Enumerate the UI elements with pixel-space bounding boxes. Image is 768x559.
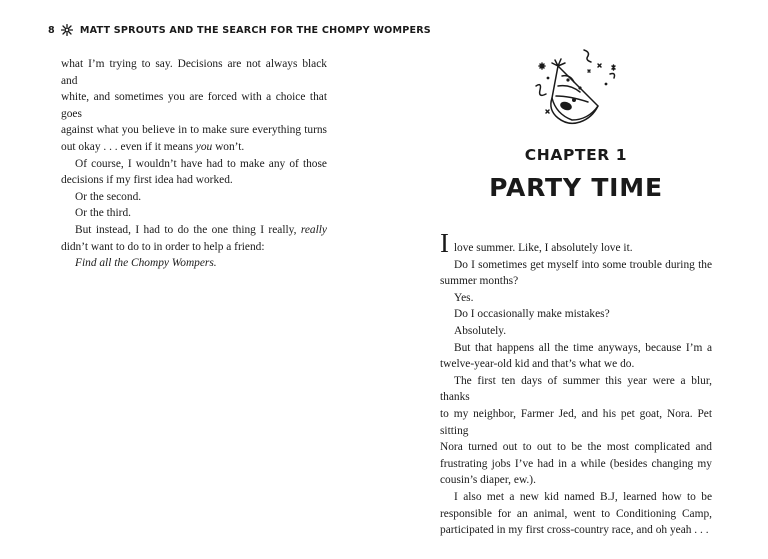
paragraph: Of course, I wouldn’t have had to make any of those decisions if my first idea had worked. — [61, 157, 327, 187]
party-hat-icon — [528, 44, 624, 140]
paragraph: what I’m trying to say. Decisions are not always black and white, and sometimes you are forced with a choice that goes against what you believe in to make sure everything turns out okay . . . even if it means you won’t. — [61, 58, 327, 153]
paragraph: Or the second. — [75, 190, 142, 203]
paragraph: Do I sometimes get myself into some trouble during the summer months? — [440, 258, 712, 288]
paragraph: Absolutely. — [454, 324, 507, 337]
paragraph: I love summer. Like, I absolutely love it. — [440, 228, 633, 258]
page-number: 8 — [48, 24, 55, 36]
paragraph: Find all the Chompy Wompers. — [75, 257, 217, 270]
right-body-text — [440, 228, 712, 539]
left-body-text — [61, 56, 327, 272]
chapter-title: PARTY TIME — [489, 173, 663, 202]
paragraph: I also met a new kid named B.J, learned how to be responsible for an animal, went to Conditioning Camp, participated in my first cross-country race, and oh yeah . . . — [440, 490, 712, 537]
paragraph: Or the third. — [75, 207, 131, 220]
paragraph: Yes. — [454, 291, 474, 304]
paragraph: Do I occasionally make mistakes? — [454, 308, 610, 321]
book-title: MATT SPROUTS AND THE SEARCH FOR THE CHOMPY WOMPERS — [79, 24, 431, 36]
chapter-number: CHAPTER 1 — [524, 146, 628, 164]
running-head — [48, 24, 431, 36]
sparkle-icon — [61, 24, 73, 36]
paragraph: But that happens all the time anyways, because I’m a twelve-year-old kid and that’s what we do. — [440, 341, 712, 371]
right-page — [384, 0, 768, 559]
drop-cap: I — [440, 228, 449, 258]
paragraph: But instead, I had to do the one thing I really, really didn’t want to do to in order to help a friend: — [61, 223, 327, 253]
paragraph: The first ten days of summer this year were a blur, thanks to my neighbor, Farmer Jed, and his pet goat, Nora. Pet sitting Nora turned out to out to be the most complicated and frustrating jobs I’ve had in a while (besides changing my cousin’s diaper, ew.). — [440, 374, 712, 487]
